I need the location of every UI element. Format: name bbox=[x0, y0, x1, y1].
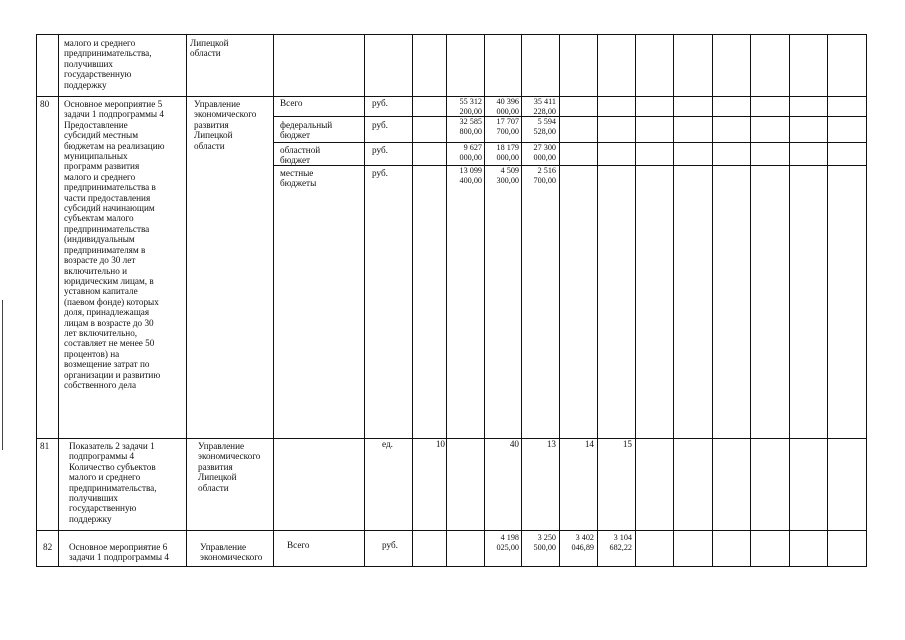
row-82-name: Основное мероприятие 6 задачи 1 подпрограммы 4 bbox=[69, 542, 169, 563]
row-81-value-1: 10 bbox=[435, 439, 445, 449]
row-80-source-local: местные бюджеты bbox=[280, 168, 317, 189]
row-cont-name: малого и среднего предпринимательства, получивших государственную поддержку bbox=[64, 38, 152, 90]
row-80-total-value-3: 35 411 228,00 bbox=[533, 97, 556, 117]
row-81-value-2: 40 bbox=[509, 439, 519, 449]
row-82-unit: руб. bbox=[382, 540, 398, 550]
row-81-value-3: 13 bbox=[546, 439, 556, 449]
row-80-total-value-1: 55 312 200,00 bbox=[459, 97, 482, 117]
row-80-name: Основное мероприятие 5 задачи 1 подпрограммы 4 Предоставление субсидий местным бюджетам на реализацию муниципальных программ развития малого и среднего предпринимательства в части предоставления субсидий начинающим субъектам малого предпринимательства (индивидуальным предпринимателям в возрасте до 30 лет включительно и юридическим лицам, в уставном капитале (паевом фонде) которых доля, принадлежащая лицам в возрасте до 30 лет включительно, составляет не менее 50 процентов) на возмещение затрат по организации и развитию собственного дела bbox=[64, 99, 165, 390]
row-82-value-3: 3 402 046,89 bbox=[571, 533, 594, 553]
row-80-unit-regional: руб. bbox=[372, 145, 388, 155]
row-80-regional-value-2: 18 179 000,00 bbox=[496, 143, 519, 163]
row-80-source-federal: федеральный бюджет bbox=[280, 120, 333, 141]
row-80-regional-value-3: 27 300 000,00 bbox=[533, 143, 556, 163]
row-81-value-5: 15 bbox=[622, 439, 632, 449]
row-80-unit-federal: руб. bbox=[372, 120, 388, 130]
row-80-executor: Управление экономического развития Липецкой области bbox=[194, 99, 257, 151]
scan-edge-mark bbox=[2, 300, 3, 450]
row-80-regional-value-1: 9 627 000,00 bbox=[459, 143, 482, 163]
row-81-value-4: 14 bbox=[584, 439, 594, 449]
row-80-federal-value-2: 17 707 700,00 bbox=[496, 117, 519, 137]
row-80-source-regional: областной бюджет bbox=[280, 145, 321, 166]
row-82-source: Всего bbox=[287, 540, 310, 550]
row-cont-executor: Липецкой области bbox=[190, 38, 229, 59]
row-81-executor: Управление экономического развития Липецкой области bbox=[198, 441, 261, 493]
row-80-local-value-1: 13 099 400,00 bbox=[459, 166, 482, 186]
row-81-number: 81 bbox=[40, 441, 50, 451]
row-80-local-value-3: 2 516 700,00 bbox=[533, 166, 556, 186]
row-80-federal-value-3: 5 594 528,00 bbox=[533, 117, 556, 137]
row-82-executor: Управление экономического bbox=[200, 542, 263, 563]
row-82-number: 82 bbox=[43, 542, 53, 552]
row-82-value-1: 4 198 025,00 bbox=[496, 533, 519, 553]
row-81-unit: ед. bbox=[382, 439, 393, 449]
row-80-local-value-2: 4 509 300,00 bbox=[496, 166, 519, 186]
row-80-number: 80 bbox=[40, 99, 50, 109]
row-80-unit-total: руб. bbox=[372, 98, 388, 108]
row-80-source-total: Всего bbox=[280, 98, 303, 108]
row-81-name: Показатель 2 задачи 1 подпрограммы 4 Количество субъектов малого и среднего предпринимательства, получивших государственную поддержку bbox=[69, 441, 157, 524]
row-82-value-4: 3 104 682,22 bbox=[609, 533, 632, 553]
row-82-value-2: 3 250 500,00 bbox=[533, 533, 556, 553]
row-80-unit-local: руб. bbox=[372, 168, 388, 178]
row-80-federal-value-1: 32 585 800,00 bbox=[459, 117, 482, 137]
row-80-total-value-2: 40 396 000,00 bbox=[496, 97, 519, 117]
